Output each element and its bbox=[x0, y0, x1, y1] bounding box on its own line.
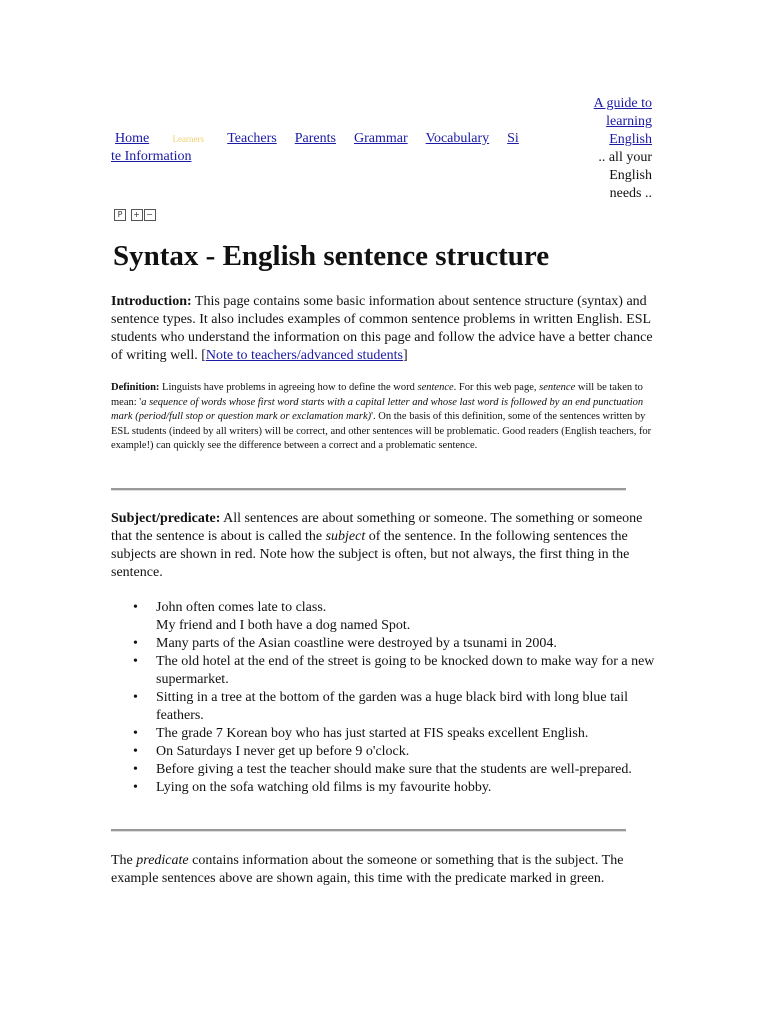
list-item: • The old hotel at the end of the street is going to be knocked down to make way for a new supermarket. bbox=[133, 654, 655, 687]
list-item: • Lying on the sofa watching old films is my favourite hobby. bbox=[133, 780, 492, 795]
bullet-icon: • bbox=[133, 636, 138, 651]
teachers-note-link[interactable]: Note to teachers/advanced students bbox=[205, 348, 403, 363]
nav-site-info-link[interactable]: Si bbox=[507, 131, 519, 146]
nav-vocabulary-link[interactable]: Vocabulary bbox=[425, 131, 490, 146]
zoom-in-icon[interactable]: + bbox=[131, 209, 143, 221]
bullet-icon: • bbox=[133, 654, 138, 669]
definition-paragraph: Definition: Linguists have problems in agreeing how to define the word sentence. For this web page, sentence will be taken to mean: 'a sequence of words whose first word starts with a capital letter and whose last word is followed by an end punctuation mark (period/full stop or question mark or exclamation mark)'. On the basis of this definition, some of the sentences written by ESL students (indeed by all writers) will be correct, and other sentences will be problematic. Good readers (English teachers, for example!) can quickly see the difference between a correct and a problematic sentence. bbox=[111, 382, 652, 451]
main-nav bbox=[111, 130, 557, 166]
list-item: • Before giving a test the teacher should make sure that the students are well-prepared. bbox=[133, 762, 632, 777]
example-list bbox=[111, 599, 659, 797]
nav-learners-link[interactable]: Learners bbox=[172, 134, 204, 144]
nav-parents-link[interactable]: Parents bbox=[294, 131, 336, 146]
nav-home-link[interactable]: Home bbox=[115, 131, 150, 146]
guide-link[interactable]: A guide to learning English bbox=[593, 96, 652, 147]
bullet-icon: • bbox=[133, 780, 138, 795]
list-item: • The grade 7 Korean boy who has just started at FIS speaks excellent English. bbox=[133, 726, 589, 741]
site-tagline bbox=[560, 95, 652, 203]
tagline-text: .. all your English needs .. bbox=[598, 150, 652, 201]
divider bbox=[111, 488, 626, 491]
definition-label: Definition: bbox=[111, 382, 160, 393]
predicate-paragraph: The predicate contains information about the someone or something that is the subject. The example sentences above are shown again, this time with the predicate marked in green. bbox=[111, 853, 624, 886]
divider bbox=[111, 829, 626, 832]
bullet-icon: • bbox=[133, 762, 138, 777]
intro-paragraph: Introduction: This page contains some basic information about sentence structure (syntax) and sentence types. It also includes examples of common sentence problems in written English. ESL students who understand the information on this page and follow the advice have a better chance of writing well. [Note to teachers/advanced students] bbox=[111, 294, 653, 363]
nav-grammar-link[interactable]: Grammar bbox=[353, 131, 408, 146]
bullet-icon: • bbox=[133, 690, 138, 705]
list-item: • On Saturdays I never get up before 9 o'clock. bbox=[133, 744, 410, 759]
subject-label: Subject/predicate: bbox=[111, 511, 221, 526]
bullet-icon: • bbox=[133, 600, 138, 615]
bullet-icon: • bbox=[133, 726, 138, 741]
nav-site-info-link-cont[interactable]: te Information bbox=[111, 149, 192, 164]
list-item: • Many parts of the Asian coastline were destroyed by a tsunami in 2004. bbox=[133, 636, 557, 651]
zoom-out-icon[interactable]: − bbox=[144, 209, 156, 221]
nav-row bbox=[111, 130, 557, 148]
intro-label: Introduction: bbox=[111, 294, 192, 309]
print-icon[interactable]: P bbox=[114, 209, 126, 221]
nav-teachers-link[interactable]: Teachers bbox=[227, 131, 277, 146]
list-item: • Sitting in a tree at the bottom of the garden was a huge black bird with long blue tail feathers. bbox=[133, 690, 628, 723]
page-tools bbox=[114, 206, 157, 224]
list-item: • John often comes late to class. My friend and I both have a dog named Spot. bbox=[133, 600, 411, 633]
subject-paragraph: Subject/predicate: All sentences are about something or someone. The something or someone that the sentence is about is called the subject of the sentence. In the following sentences the subjects are shown in red. Note how the subject is often, but not always, the first thing in the sentence. bbox=[111, 511, 643, 580]
bullet-icon: • bbox=[133, 744, 138, 759]
page-title: Syntax - English sentence structure bbox=[113, 240, 550, 272]
